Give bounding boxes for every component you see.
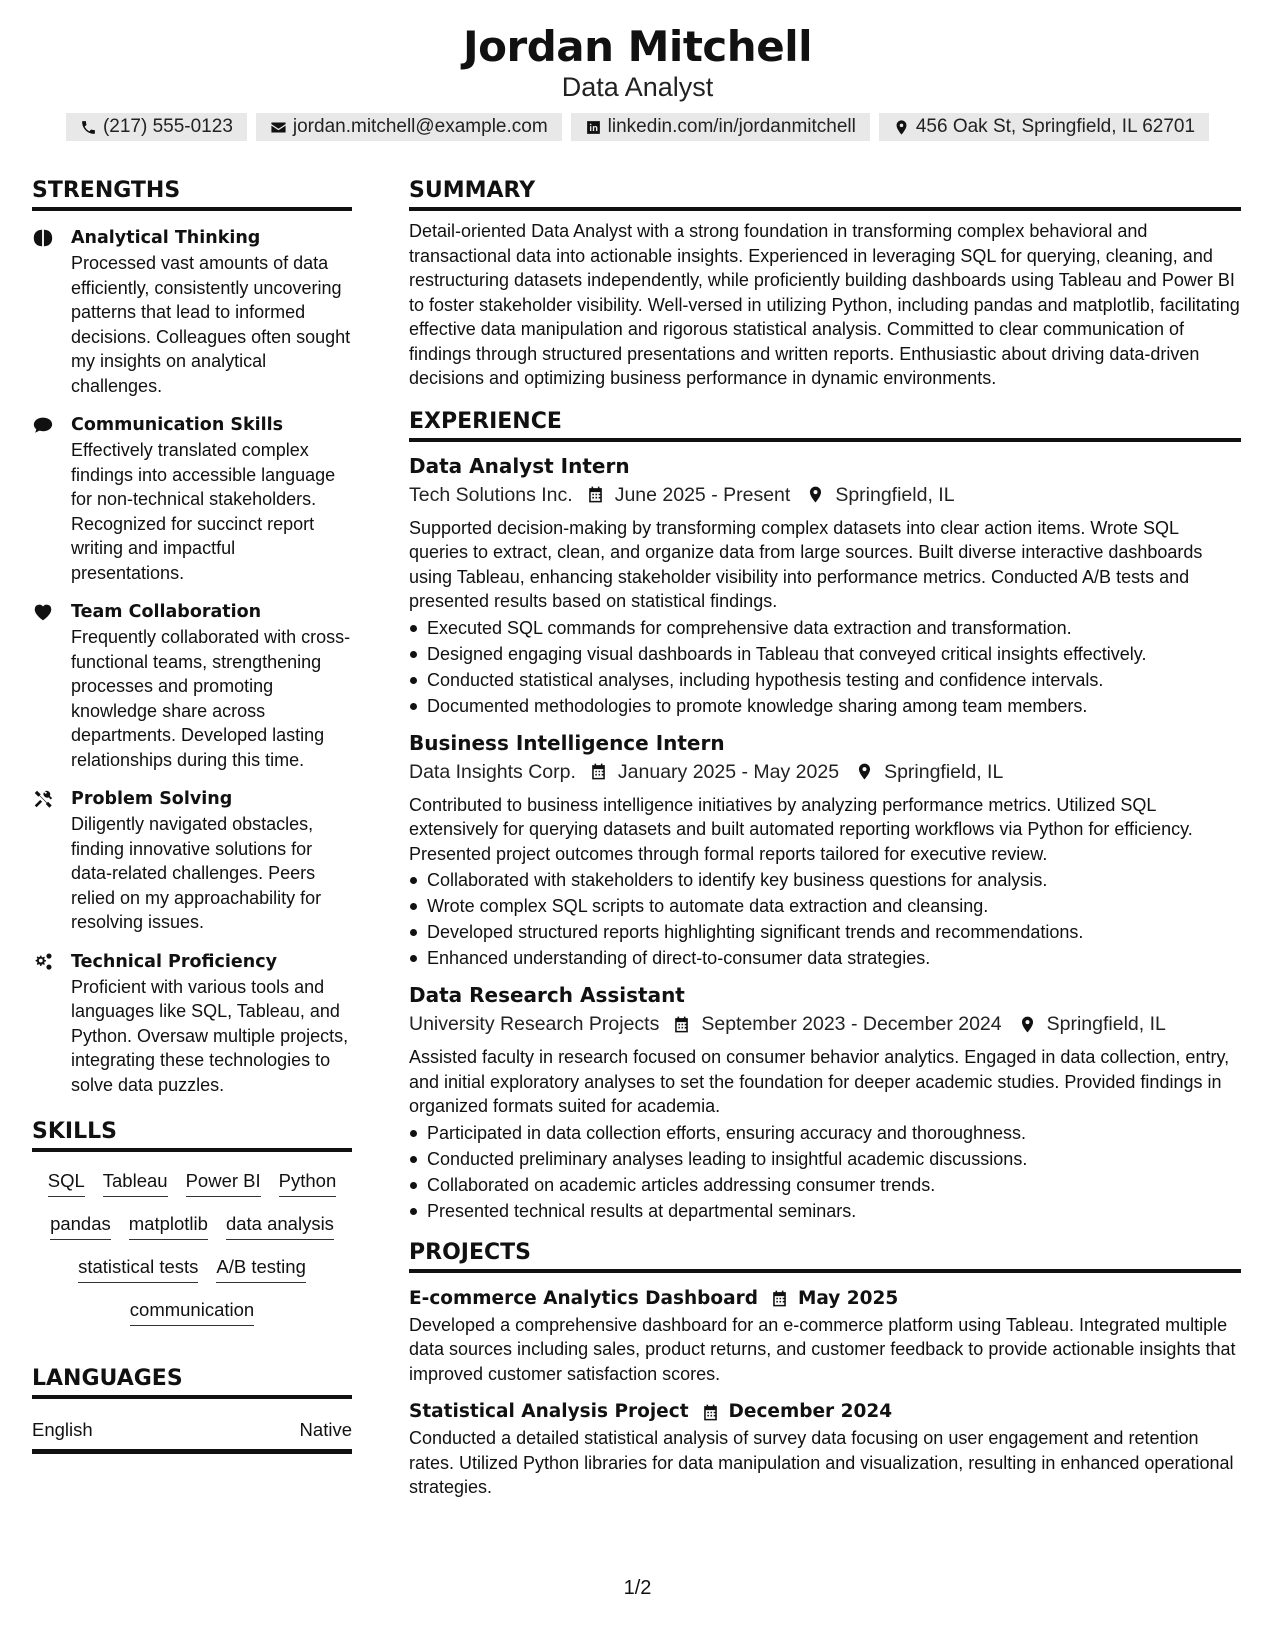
skill-tag: Python bbox=[279, 1168, 337, 1197]
skill-tag: SQL bbox=[48, 1168, 85, 1197]
summary-heading: SUMMARY bbox=[409, 178, 1241, 211]
skills-heading: SKILLS bbox=[32, 1119, 352, 1152]
location-pin-icon bbox=[893, 119, 910, 136]
strength-title: Technical Proficiency bbox=[71, 951, 277, 972]
contact-email[interactable] bbox=[256, 113, 562, 141]
project-description: Developed a comprehensive dashboard for an e-commerce platform using Tableau. Integrated multiple data sources including sales, product returns, and customer feedback to provide actionable insights that improved customer satisfaction scores. bbox=[409, 1314, 1236, 1384]
contact-linkedin-text: linkedin.com/in/jordanmitchell bbox=[607, 116, 856, 137]
bullet-item: Conducted statistical analyses, including hypothesis testing and confidence intervals. bbox=[409, 667, 1241, 693]
experience-heading: EXPERIENCE bbox=[409, 409, 1241, 442]
job-location: Springfield, IL bbox=[884, 760, 1004, 783]
strength-description: Processed vast amounts of data efficiently, consistently uncovering patterns that lead to informed decisions. Colleagues often sought my insights on analytical challenges. bbox=[71, 253, 351, 396]
calendar-icon bbox=[586, 485, 605, 504]
project-date: December 2024 bbox=[728, 1401, 893, 1422]
calendar-icon bbox=[589, 762, 608, 781]
contact-phone[interactable] bbox=[66, 113, 247, 141]
skill-tag: A/B testing bbox=[216, 1254, 305, 1283]
skill-tag: matplotlib bbox=[129, 1211, 208, 1240]
bullet-item: Developed structured reports highlighting significant trends and recommendations. bbox=[409, 919, 1241, 945]
project-date: May 2025 bbox=[797, 1287, 899, 1309]
bullet-item: Wrote complex SQL scripts to automate data extraction and cleansing. bbox=[409, 893, 1241, 919]
skill-tag: communication bbox=[130, 1297, 254, 1326]
skill-tag: pandas bbox=[50, 1211, 111, 1240]
contact-address[interactable] bbox=[879, 113, 1209, 141]
job-description: Contributed to business intelligence initiatives by analyzing performance metrics. Utilized SQL extensively for querying datasets and built automated reporting workflows via Python for efficiency. Presented project outcomes through formal reports tailored for executive review. bbox=[409, 794, 1193, 864]
summary-text: Detail-oriented Data Analyst with a strong foundation in transforming complex behavioral and transactional data into actionable insights. Experienced in leveraging SQL for querying, cleaning, and restructuring datasets independently, while proficiently building dashboards using Tableau and Power BI to foster stakeholder visibility. Well-versed in utilizing Python, including pandas and matplotlib, facilitating effective data manipulation and rigorous statistical analysis. Committed to clear communication of findings through structured presentations and written reports. Enthusiastic about driving data-driven decisions and optimizing business performance in dynamic environments. bbox=[409, 221, 1240, 388]
strength-title: Team Collaboration bbox=[71, 602, 262, 622]
job-dates: September 2023 - December 2024 bbox=[701, 1013, 1002, 1035]
gears-icon bbox=[32, 951, 54, 973]
job-title: Data Research Assistant bbox=[409, 983, 685, 1007]
heart-icon bbox=[32, 601, 54, 623]
strength-item bbox=[32, 949, 352, 1098]
page-number: 1/2 bbox=[623, 1577, 652, 1599]
project-title: Statistical Analysis Project bbox=[409, 1401, 689, 1422]
candidate-name: Jordan Mitchell bbox=[463, 22, 812, 71]
job-entry bbox=[409, 452, 1241, 719]
linkedin-icon bbox=[585, 119, 602, 136]
strength-item bbox=[32, 599, 352, 772]
job-dates: January 2025 - May 2025 bbox=[617, 760, 840, 783]
bullet-item: Presented technical results at departmental seminars. bbox=[409, 1198, 1241, 1224]
strength-item bbox=[32, 412, 352, 585]
project-title-row bbox=[409, 1285, 1241, 1313]
skills-list bbox=[32, 1152, 352, 1326]
location-pin-icon bbox=[1018, 1015, 1037, 1034]
project-description: Conducted a detailed statistical analysis of survey data focusing on user engagement and retention rates. Utilized Python libraries for data manipulation and visualization, resulting in enhanced operational strategies. bbox=[409, 1428, 1234, 1497]
calendar-icon bbox=[701, 1403, 720, 1422]
bullet-item: Documented methodologies to promote knowledge sharing among team members. bbox=[409, 693, 1241, 719]
bullet-item: Conducted preliminary analyses leading to insightful academic discussions. bbox=[409, 1146, 1241, 1172]
bullet-item: Enhanced understanding of direct-to-consumer data strategies. bbox=[409, 945, 1241, 971]
speech-bubble-icon bbox=[32, 414, 54, 436]
job-title: Business Intelligence Intern bbox=[409, 730, 725, 755]
skill-tag: statistical tests bbox=[78, 1254, 198, 1283]
left-column bbox=[32, 178, 352, 1454]
location-pin-icon bbox=[855, 762, 874, 781]
strength-description: Diligently navigated obstacles, finding innovative solutions for data-related challenges. Peers relied on my approachability for resolving issues. bbox=[71, 814, 322, 932]
strength-description: Effectively translated complex findings into accessible language for non-technical stakeholders. Recognized for succinct report writing and impactful presentations. bbox=[71, 440, 336, 583]
bullet-item: Collaborated on academic articles addressing consumer trends. bbox=[409, 1172, 1241, 1198]
projects-heading: PROJECTS bbox=[409, 1240, 1241, 1273]
contact-bar bbox=[0, 113, 1275, 141]
job-meta bbox=[409, 480, 1241, 510]
strength-description: Frequently collaborated with cross-functional teams, strengthening processes and promoting knowledge share across departments. Developed lasting relationships during this time. bbox=[71, 627, 351, 770]
tools-icon bbox=[32, 788, 54, 810]
strength-item bbox=[32, 786, 352, 935]
job-description: Assisted faculty in research focused on consumer behavior analytics. Engaged in data collection, entry, and initial exploratory analyses to set the foundation for deeper academic studies. Provided findings in organized formats suited for academia. bbox=[409, 1047, 1230, 1116]
contact-phone-text: (217) 555-0123 bbox=[102, 116, 233, 137]
language-name: English bbox=[32, 1419, 93, 1440]
candidate-role: Data Analyst bbox=[561, 72, 714, 102]
contact-email-text: jordan.mitchell@example.com bbox=[292, 116, 548, 137]
skill-tag: Power BI bbox=[186, 1168, 261, 1197]
job-location: Springfield, IL bbox=[1046, 1013, 1166, 1035]
job-description: Supported decision-making by transforming complex datasets into clear action items. Wrote SQL queries to extract, clean, and organize data from large sources. Built diverse interactive dashboards using Tableau, enhancing stakeholder visibility into performance metrics. Conducted A/B tests and presented results based on statistical findings. bbox=[409, 517, 1203, 611]
job-company: University Research Projects bbox=[409, 1013, 660, 1035]
job-company: Tech Solutions Inc. bbox=[409, 483, 573, 506]
job-bullets bbox=[409, 615, 1241, 719]
project-title-row bbox=[409, 1398, 1241, 1426]
job-title: Data Analyst Intern bbox=[409, 453, 630, 478]
job-dates: June 2025 - Present bbox=[614, 483, 791, 506]
phone-icon bbox=[80, 119, 97, 136]
job-bullets bbox=[409, 1120, 1241, 1224]
strength-item bbox=[32, 225, 352, 398]
strength-description: Proficient with various tools and languages like SQL, Tableau, and Python. Oversaw multiple projects, integrating these technologies to solve data puzzles. bbox=[71, 976, 349, 1095]
strength-title: Communication Skills bbox=[71, 415, 284, 435]
language-level: Native bbox=[299, 1419, 352, 1440]
brain-icon bbox=[32, 227, 54, 249]
job-location: Springfield, IL bbox=[835, 483, 955, 506]
envelope-icon bbox=[270, 119, 287, 136]
bullet-item: Collaborated with stakeholders to identify key business questions for analysis. bbox=[409, 867, 1241, 893]
language-row bbox=[32, 1399, 352, 1454]
job-meta bbox=[409, 757, 1241, 787]
project-entry bbox=[409, 1398, 1241, 1500]
contact-address-text: 456 Oak St, Springfield, IL 62701 bbox=[915, 116, 1196, 137]
skill-tag: Tableau bbox=[103, 1168, 168, 1197]
calendar-icon bbox=[672, 1015, 691, 1034]
job-company: Data Insights Corp. bbox=[409, 760, 576, 783]
job-bullets bbox=[409, 867, 1241, 971]
strengths-heading: STRENGTHS bbox=[32, 178, 352, 211]
calendar-icon bbox=[770, 1289, 789, 1308]
right-column bbox=[409, 178, 1241, 1500]
strength-title: Analytical Thinking bbox=[71, 228, 261, 248]
job-meta bbox=[409, 1009, 1241, 1039]
bullet-item: Executed SQL commands for comprehensive data extraction and transformation. bbox=[409, 615, 1241, 641]
location-pin-icon bbox=[806, 485, 825, 504]
job-entry bbox=[409, 981, 1241, 1224]
languages-heading: LANGUAGES bbox=[32, 1366, 352, 1399]
job-entry bbox=[409, 729, 1241, 972]
project-title: E-commerce Analytics Dashboard bbox=[409, 1287, 758, 1309]
bullet-item: Designed engaging visual dashboards in Tableau that conveyed critical insights effectively. bbox=[409, 641, 1241, 667]
skill-tag: data analysis bbox=[226, 1211, 334, 1240]
strength-title: Problem Solving bbox=[71, 789, 233, 809]
project-entry bbox=[409, 1285, 1241, 1387]
contact-linkedin[interactable] bbox=[571, 113, 870, 141]
bullet-item: Participated in data collection efforts, ensuring accuracy and thoroughness. bbox=[409, 1120, 1241, 1146]
